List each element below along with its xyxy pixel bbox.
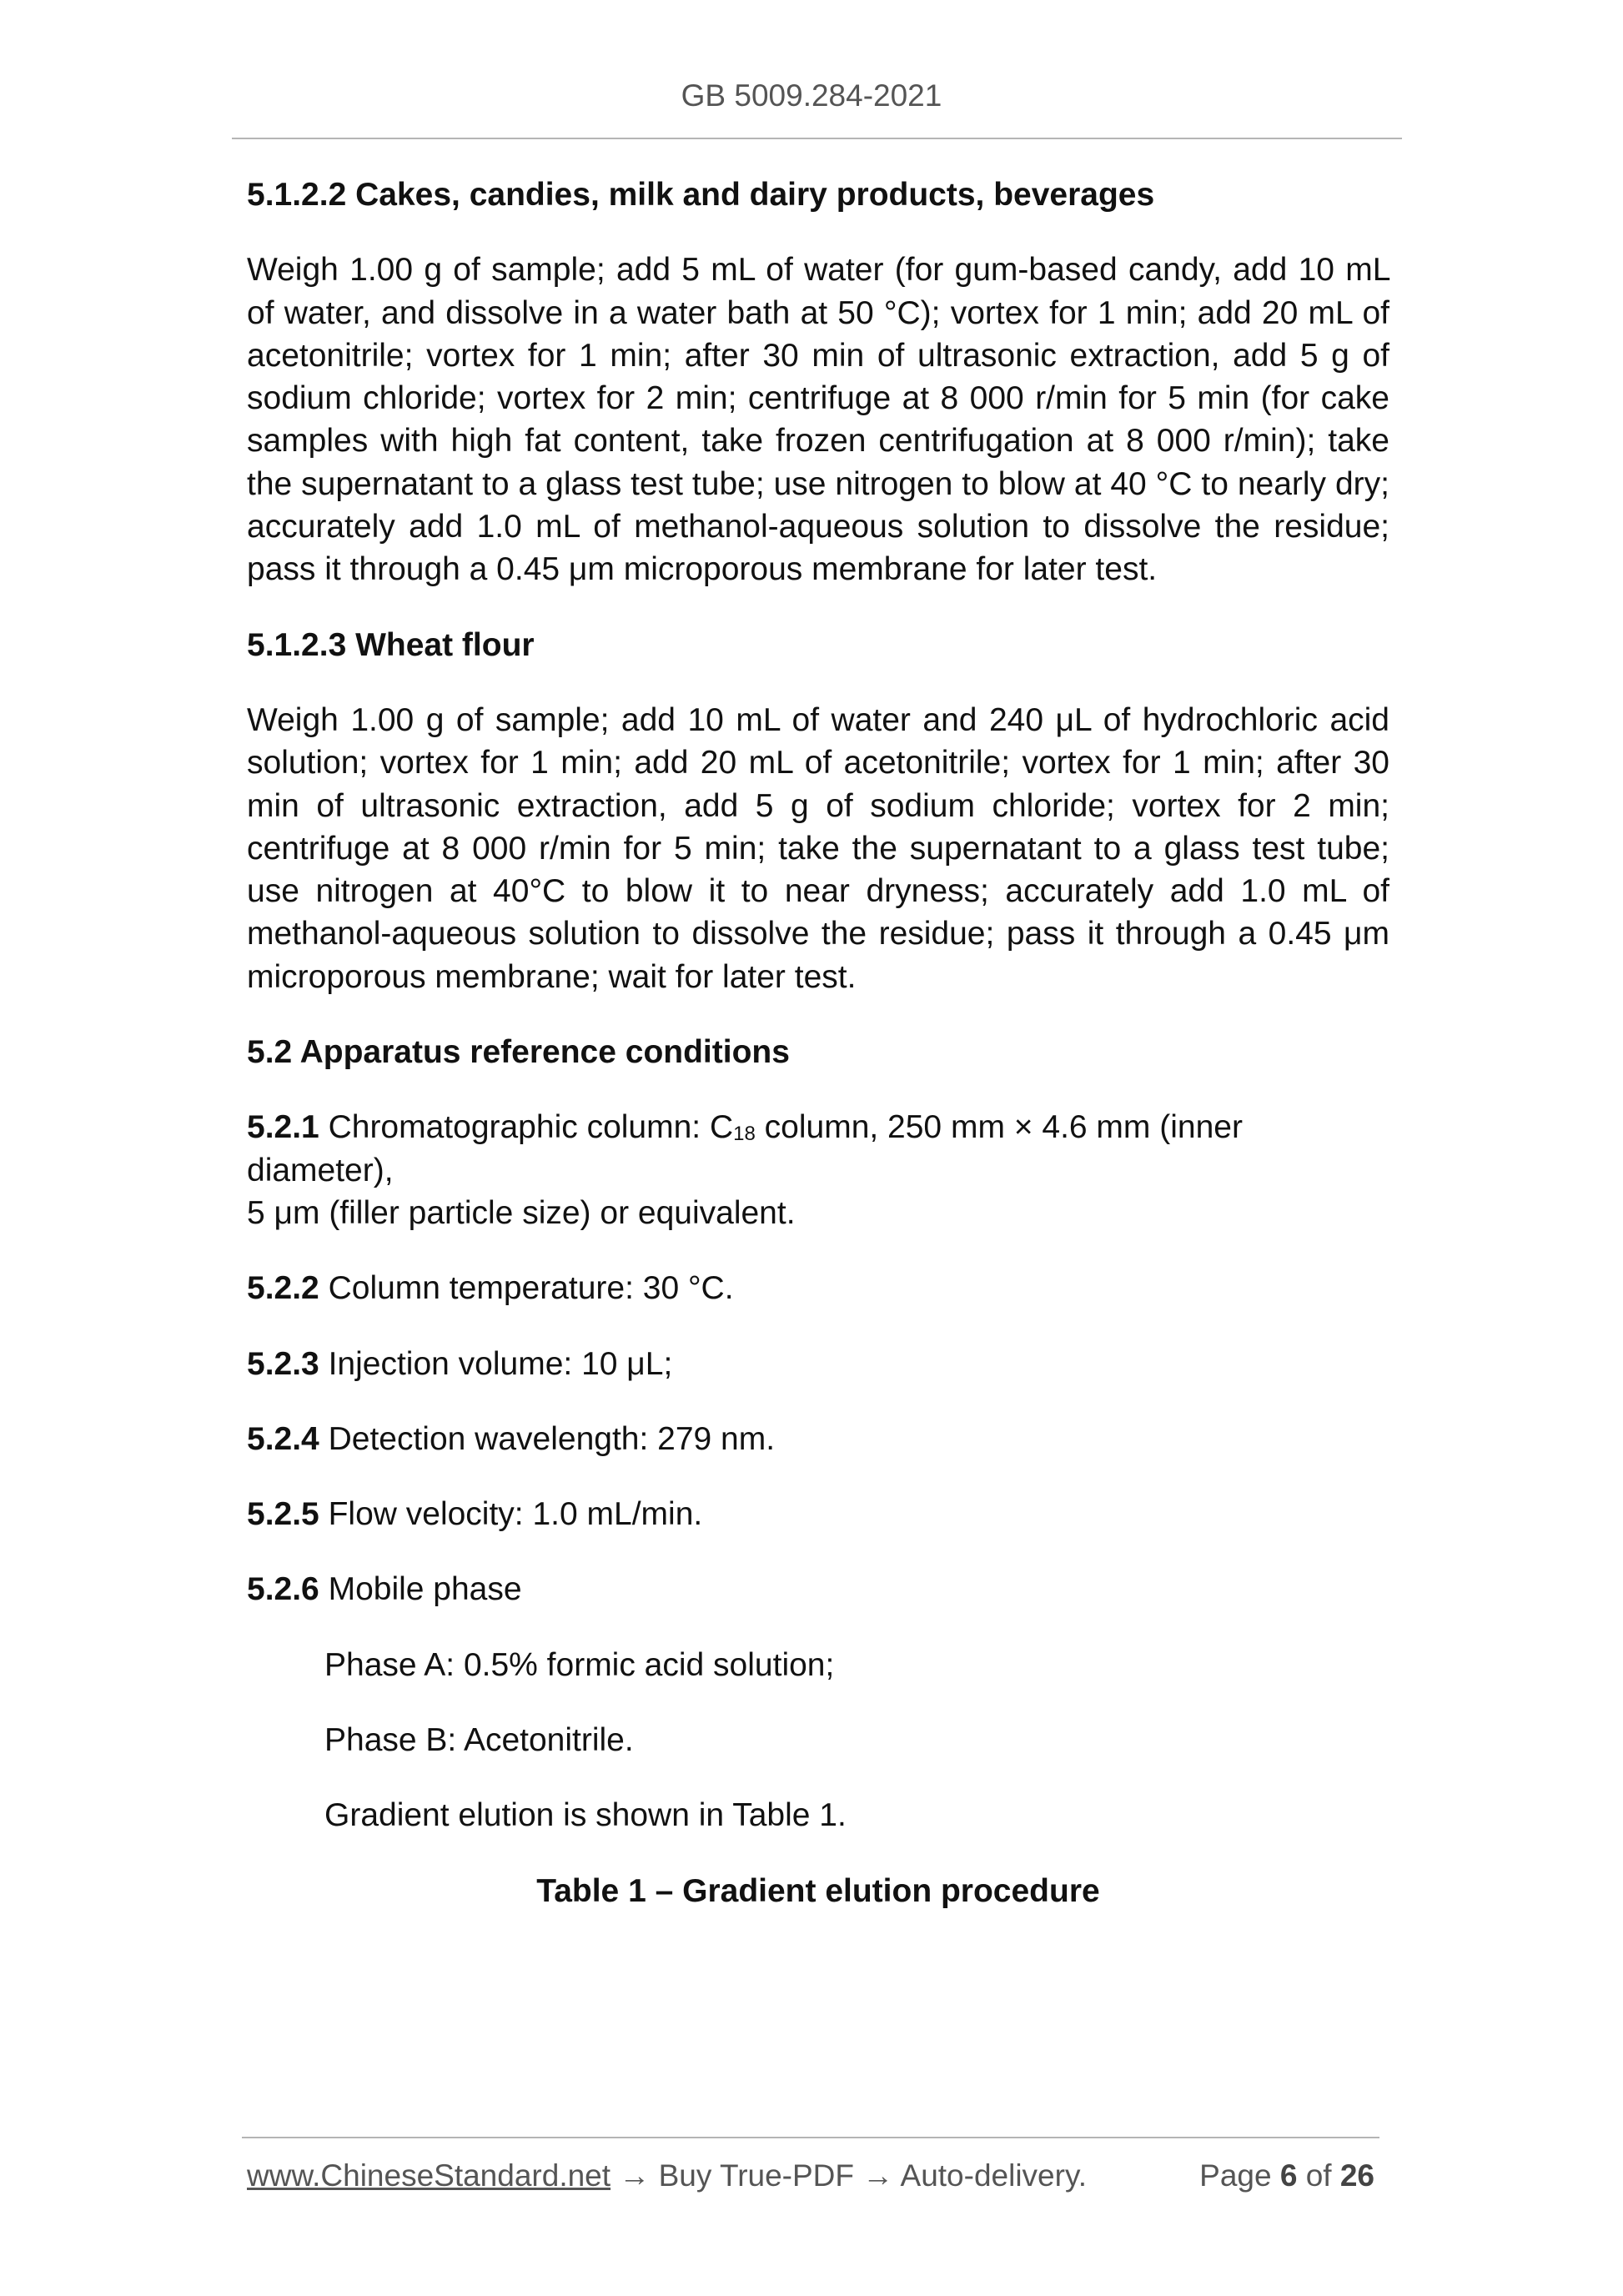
section-5-2-5-item [247, 1493, 1389, 1535]
paragraph-line: microporous membrane; wait for later test. [247, 958, 857, 995]
table-1-caption: Table 1 – Gradient elution procedure [536, 1872, 1100, 1909]
section-5-2-3-item [247, 1343, 1389, 1385]
document-body [247, 173, 1389, 1912]
clause-number: 5.2.3 [247, 1345, 319, 1382]
paragraph-line: the supernatant to a glass test tube; use nitrogen to blow at 40 °C to nearly dry; [247, 465, 1389, 502]
clause-text: Injection volume: 10 μL; [319, 1345, 673, 1382]
section-5-2-1-item [247, 1106, 1389, 1234]
section-5-2-4-item [247, 1418, 1389, 1460]
section-5-2-2-item [247, 1267, 1389, 1309]
footer-divider [242, 2137, 1379, 2138]
paragraph-line: Weigh 1.00 g of sample; add 5 mL of water (for gum-based candy, add 10 mL [247, 252, 1389, 289]
paragraph-line: methanol-aqueous solution to dissolve the residue; pass it through a 0.45 μm [247, 916, 1389, 952]
paragraph-line: acetonitrile; vortex for 1 min; after 30 min of ultrasonic extraction, add 5 g of [247, 337, 1389, 374]
standard-code: GB 5009.284-2021 [681, 78, 942, 113]
section-5-2-heading: 5.2 Apparatus reference conditions [247, 1034, 790, 1071]
section-5-1-2-3-paragraph [247, 699, 1389, 998]
paragraph-line: accurately add 1.0 mL of methanol-aqueous solution to dissolve the residue; [247, 509, 1389, 545]
header-divider [232, 138, 1402, 139]
clause-number: 5.2.6 [247, 1571, 319, 1608]
of-label: of [1297, 2158, 1340, 2193]
paragraph-line: use nitrogen at 40°C to blow it to near dryness; accurately add 1.0 mL of [247, 873, 1389, 910]
section-5-1-2-3-heading: 5.1.2.3 Wheat flour [247, 626, 535, 663]
paragraph-line: pass it through a 0.45 μm microporous membrane for later test. [247, 551, 1158, 588]
paragraph-line: min of ultrasonic extraction, add 5 g of sodium chloride; vortex for 2 min; [247, 787, 1389, 824]
clause-number: 5.2.2 [247, 1270, 319, 1307]
paragraph-line: sodium chloride; vortex for 2 min; centrifuge at 8 000 r/min for 5 min (for cake [247, 380, 1389, 417]
section-5-1-2-2-paragraph [247, 249, 1389, 590]
clause-number: 5.2.1 [247, 1109, 319, 1146]
phase-a-line: Phase A: 0.5% formic acid solution; [324, 1646, 835, 1683]
clause-text: Flow velocity: 1.0 mL/min. [319, 1496, 703, 1533]
clause-text: column, 250 mm × 4.6 mm (inner diameter), [247, 1109, 1243, 1188]
clause-number: 5.2.4 [247, 1420, 319, 1457]
footer-tagline: → Buy True-PDF → Auto-delivery. [611, 2158, 1087, 2193]
website-link[interactable]: www.ChineseStandard.net [247, 2158, 611, 2193]
clause-text: Mobile phase [319, 1571, 522, 1608]
page-label: Page [1199, 2158, 1280, 2193]
paragraph-line: samples with high fat content, take frozen centrifugation at 8 000 r/min); take [247, 423, 1389, 460]
paragraph-line: centrifuge at 8 000 r/min for 5 min; take the supernatant to a glass test tube; [247, 830, 1389, 867]
paragraph-line: solution; vortex for 1 min; add 20 mL of acetonitrile; vortex for 1 min; after 30 [247, 745, 1389, 781]
paragraph-line: Weigh 1.00 g of sample; add 10 mL of water and 240 μL of hydrochloric acid [247, 701, 1389, 738]
subscript: 18 [733, 1123, 756, 1146]
page-footer [247, 2158, 1374, 2193]
page-indicator [1199, 2158, 1374, 2193]
page-total: 26 [1339, 2158, 1374, 2193]
section-5-1-2-2-heading: 5.1.2.2 Cakes, candies, milk and dairy products, beverages [247, 177, 1155, 213]
clause-text: Column temperature: 30 °C. [319, 1270, 734, 1307]
clause-number: 5.2.5 [247, 1496, 319, 1533]
document-header [0, 78, 1623, 113]
clause-text: Chromatographic column: C [319, 1109, 734, 1146]
page-number: 6 [1279, 2158, 1298, 2193]
clause-text: Detection wavelength: 279 nm. [319, 1420, 776, 1457]
clause-text: 5 μm (filler particle size) or equivalent. [247, 1194, 796, 1231]
phase-b-line: Phase B: Acetonitrile. [324, 1722, 634, 1759]
gradient-note: Gradient elution is shown in Table 1. [324, 1797, 847, 1834]
section-5-2-6-item [247, 1568, 1389, 1610]
paragraph-line: of water, and dissolve in a water bath at 50 °C); vortex for 1 min; add 20 mL of [247, 294, 1389, 331]
